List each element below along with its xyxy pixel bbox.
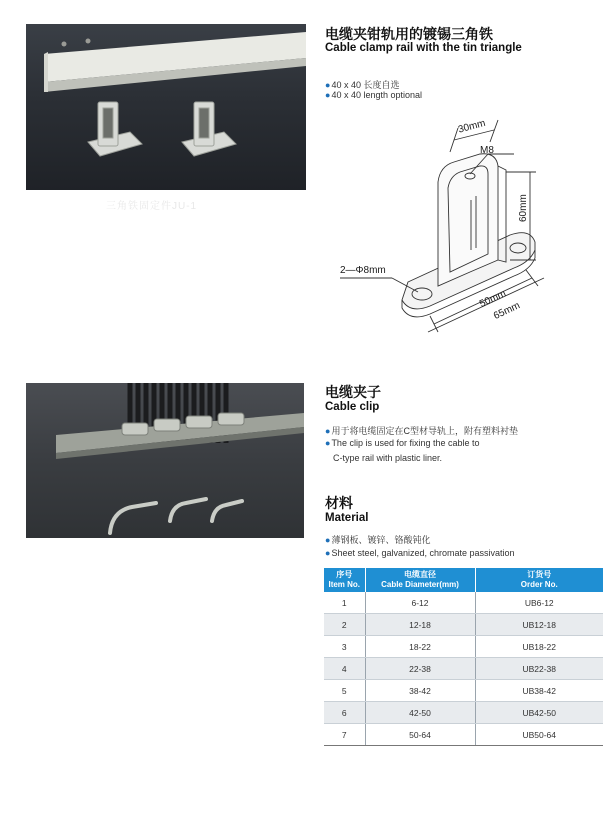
bullet-icon: ● [325, 80, 331, 90]
section1-bullet-2: ●40 x 40 length optional [325, 90, 423, 100]
table-row [324, 702, 603, 724]
table-row [324, 658, 603, 680]
cell-item: 3 [324, 636, 365, 658]
cell-item: 5 [324, 680, 365, 702]
section2-bullet-2-cont: C-type rail with plastic liner. [333, 453, 443, 463]
cable-clip-photo [26, 383, 304, 538]
photo-caption: 三角铁固定件JU-1 [106, 201, 198, 212]
table-row [324, 724, 603, 746]
dim-bolt: M8 [480, 145, 494, 156]
table-row [324, 592, 603, 614]
cell-order: UB22-38 [475, 658, 603, 680]
bullet-icon: ● [325, 426, 331, 436]
cable-clip-illustration [26, 383, 304, 538]
section1-title-cn: 电缆夹钳轨用的镀锡三角铁 [325, 26, 493, 42]
cell-order: UB50-64 [475, 724, 603, 746]
specification-table [324, 568, 603, 746]
table-header-row [324, 568, 603, 592]
section2-bullet-1: ●用于将电缆固定在C型材导轨上，附有塑料衬垫 [325, 426, 518, 436]
section1-bullet-1: ●40 x 40 长度自选 [325, 80, 400, 90]
section2-bullet-2: ●The clip is used for fixing the cable to [325, 438, 480, 448]
bullet-icon: ● [325, 535, 331, 545]
section2-title-cn: 电缆夹子 [325, 384, 381, 400]
cell-order: UB18-22 [475, 636, 603, 658]
bullet-icon: ● [325, 548, 331, 558]
cell-diameter: 18-22 [365, 636, 475, 658]
table-row [324, 680, 603, 702]
cell-item: 4 [324, 658, 365, 680]
table-row [324, 636, 603, 658]
dim-inner-length: 50mm [478, 288, 508, 310]
cell-diameter: 42-50 [365, 702, 475, 724]
cell-item: 7 [324, 724, 365, 746]
section1-title-en: Cable clamp rail with the tin triangle [325, 42, 522, 54]
cell-diameter: 38-42 [365, 680, 475, 702]
cell-item: 2 [324, 614, 365, 636]
table-row [324, 614, 603, 636]
cell-item: 1 [324, 592, 365, 614]
section3-title-cn: 材料 [325, 495, 353, 511]
cell-order: UB42-50 [475, 702, 603, 724]
section2-title-en: Cable clip [325, 401, 380, 413]
bullet-icon: ● [325, 438, 331, 448]
triangle-bracket-photo [26, 24, 306, 212]
dim-height: 60mm [518, 194, 529, 222]
dim-top-width: 30mm [457, 117, 487, 136]
section3-bullet-1: ●薄钢板、镀锌、铬酸钝化 [325, 535, 431, 545]
section3-bullet-2: ●Sheet steel, galvanized, chromate passivation [325, 548, 515, 558]
cell-diameter: 12-18 [365, 614, 475, 636]
bullet-icon: ● [325, 90, 331, 100]
section3-title-en: Material [325, 512, 369, 524]
cell-item: 6 [324, 702, 365, 724]
col-header-diameter: 电缆直径 Cable Diameter(mm) [365, 568, 475, 592]
cell-diameter: 50-64 [365, 724, 475, 746]
cell-diameter: 22-38 [365, 658, 475, 680]
col-header-order: 订货号 Order No. [475, 568, 603, 592]
col-header-item: 序号 Item No. [324, 568, 365, 592]
cell-diameter: 6-12 [365, 592, 475, 614]
dim-holes: 2—Φ8mm [340, 265, 386, 276]
cell-order: UB38-42 [475, 680, 603, 702]
triangle-bracket-illustration [26, 24, 306, 190]
dim-outer-length: 65mm [492, 300, 522, 322]
cell-order: UB6-12 [475, 592, 603, 614]
cell-order: UB12-18 [475, 614, 603, 636]
bracket-technical-drawing [330, 110, 600, 350]
